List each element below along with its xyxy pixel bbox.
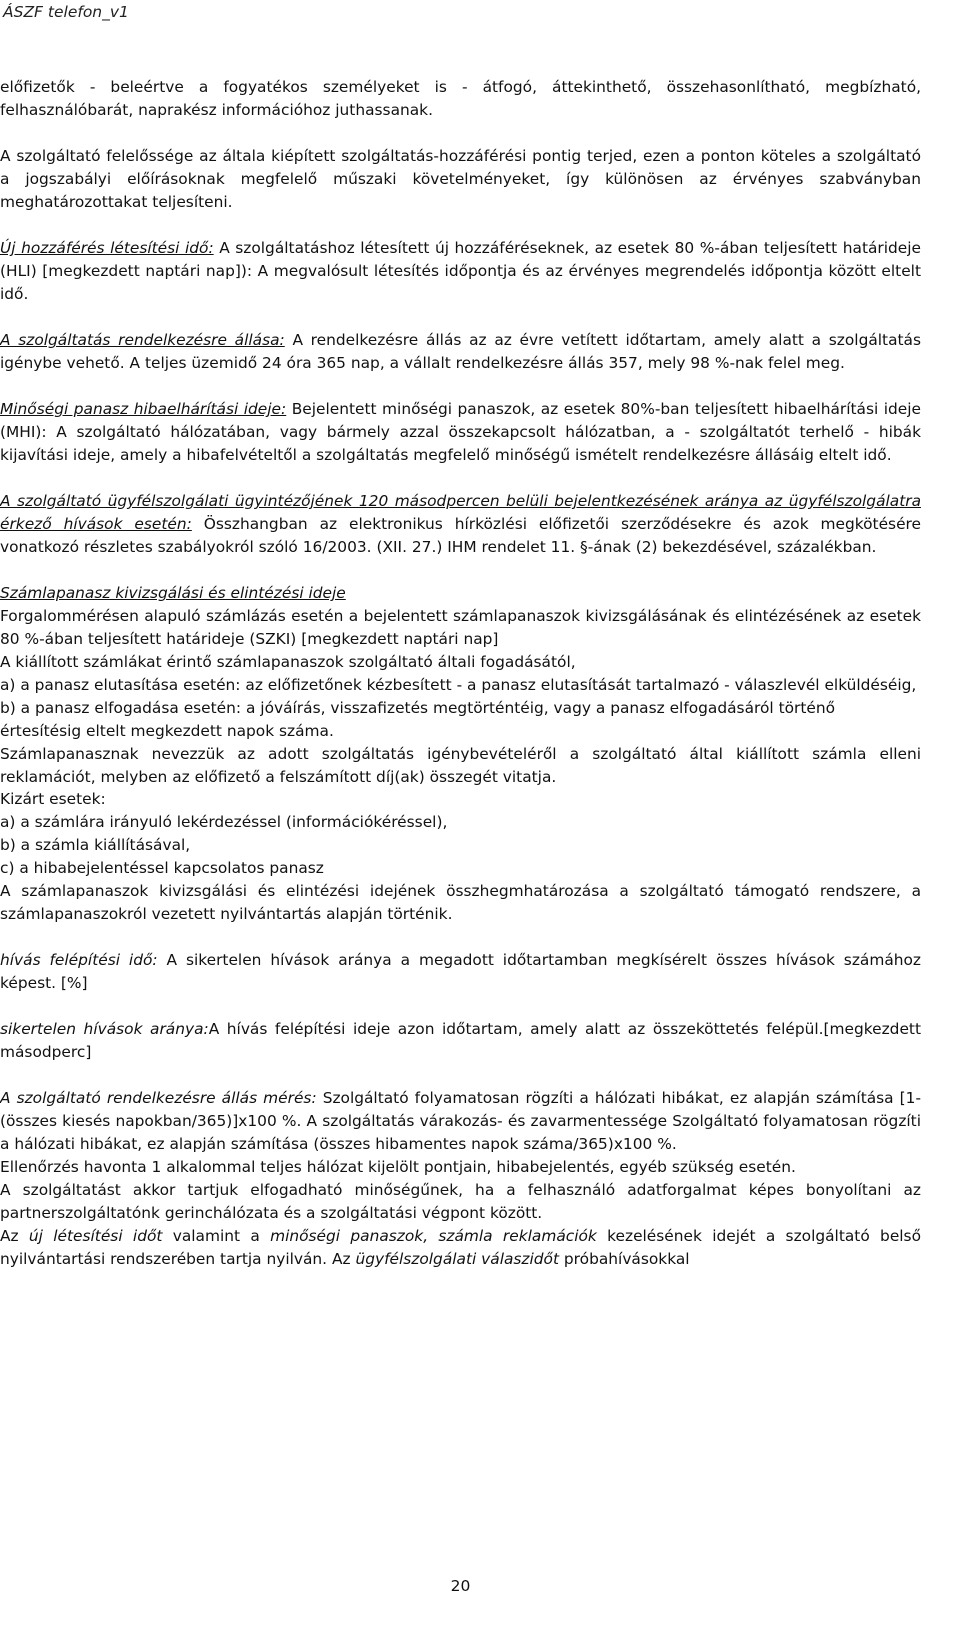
term-label: A szolgáltatás rendelkezésre állása: xyxy=(0,331,285,350)
section-heading: Számlapanasz kivizsgálási és elintézési ideje xyxy=(0,584,346,603)
text-fragment: Az xyxy=(0,1226,29,1245)
text-line: A kiállított számlákat érintő számlapanaszok szolgáltató általi fogadásától, xyxy=(0,653,576,671)
term-text: A rendelkezésre állás az az évre vetített időtartam, amely alatt a szolgáltatás igénybe vehető. A teljes üzemidő 24 óra 365 nap, a vállalt rendelkezésre állás 357, mely 98 %-nak felel meg. xyxy=(0,331,922,373)
text-line: c) a hibabejelentéssel kapcsolatos panasz xyxy=(0,859,324,878)
text-fragment: valamint a xyxy=(162,1226,271,1245)
paragraph-fault-repair xyxy=(0,398,921,467)
text-fragment: próbahívásokkal xyxy=(559,1249,690,1268)
availability-measure-text xyxy=(0,1089,921,1153)
paragraph-call-setup xyxy=(0,949,921,995)
paragraph-billing-complaint xyxy=(0,582,921,926)
italic-term: ügyfélszolgálati válaszidőt xyxy=(355,1249,560,1268)
term-text: A sikertelen hívások aránya a megadott időtartamban megkísérelt összes hívások számához képest. [%] xyxy=(0,951,922,993)
text-line: a) a számlára irányuló lekérdezéssel (információkéréssel), xyxy=(0,813,448,832)
term-text: Bejelentett minőségi panaszok, az esetek 80%-ban teljesített hibaelhárítási ideje (MHI): A szolgáltató hálózatában, vagy bármely azzal összekapcsolt hálózatban, a - szolgáltatót terhelő - hibák kijavítási ideje, amely a hibafelvételtől a szolgáltatás megfelelő minőségű ismételt rendelkezésre állásáig eltelt idő. xyxy=(0,400,922,465)
italic-term: új létesítési időt xyxy=(28,1226,163,1245)
text-line: Kizárt esetek: xyxy=(0,790,106,809)
paragraph-new-access xyxy=(0,237,921,306)
text-fragment: kezelésének idejét a szolgáltató belső nyilvántartási rendszerében tartja nyilván. Az xyxy=(0,1226,921,1268)
term-label: hívás felépítési idő: xyxy=(0,951,158,970)
italic-term: minőségi panaszok, számla reklamációk xyxy=(270,1226,597,1245)
term-text: A szolgáltatáshoz létesített új hozzáféréseknek, az esetek 80 %-ában teljesített határideje (HLI) [megkezdett naptári nap]): A megvalósult létesítés időpontja és az érvényes megrendelés időpontja között eltelt idő. xyxy=(0,239,921,303)
term-text: A hívás felépítési ideje azon időtartam, amely alatt az összeköttetés felépül.[megkezdett másodperc] xyxy=(0,1020,921,1062)
text-line: Forgalommérésen alapuló számlázás esetén a bejelentett számlapanaszok kivizsgálásának és elintézésének az esetek 80 %-ában teljesített határideje (SZKI) [megkezdett naptári nap] xyxy=(0,607,921,649)
paragraph-responsibility: A szolgáltató felelőssége az általa kiépített szolgáltatás-hozzáférési pontig terjed, ezen a ponton köteles a szolgáltató a jogszabályi előírásoknak megfelelő műszaki követelményeket, így különösen az érvényes szabványban meghatározottakat teljesíteni. xyxy=(0,147,921,211)
term-label: Új hozzáférés létesítési idő: xyxy=(0,239,214,258)
text-line: b) a számla kiállításával, xyxy=(0,836,191,855)
term-label: A szolgáltató rendelkezésre állás mérés: xyxy=(0,1089,317,1108)
document-body xyxy=(0,76,921,1271)
term-text: Összhangban az elektronikus hírközlési előfizetői szerződésekre és azok megkötésére vonatkozó részletes szabályokról szóló 16/2003. (XII. 27.) IHM rendelet 11. §-ának (2) bekezdésével, százalékban. xyxy=(0,515,921,557)
paragraph-customer-service xyxy=(0,490,921,559)
paragraph-availability xyxy=(0,329,921,375)
paragraph-intro: előfizetők - beleértve a fogyatékos személyeket is - átfogó, áttekinthető, összehasonlítható, megbízható, felhasználóbarát, naprakész információhoz juthassanak. xyxy=(0,78,921,119)
text-line: A számlapanaszok kivizsgálási és elintézési idejének összhegmhatározása a szolgáltató támogató rendszere, a számlapanaszokról vezetett nyilvántartás alapján történik. xyxy=(0,882,921,923)
term-text: Szolgáltató folyamatosan rögzíti a hálózati hibákat, ez alapján számítása [1-(összes kiesés napokban/365)]x100 %. A szolgáltatás várakozás- és zavarmentessége Szolgáltató folyamatosan rögzíti a hálózati hibákat, ez alapján számítása (összes hibamentes napok száma/365)x100 %. xyxy=(0,1089,922,1154)
text-line: b) a panasz elfogadása esetén: a jóváírás, visszafizetés megtörténtéig, vagy a panasz elfogadásáról történő értesítésig eltelt megkezdett napok száma. xyxy=(0,698,836,740)
text-line: Számlapanasznak nevezzük az adott szolgáltatás igénybevételéről a szolgáltató által kiállított számla elleni reklamációt, melyben az előfizető a felszámított díj(ak) összegét vitatja. xyxy=(0,744,921,786)
paragraph-availability-measurement xyxy=(0,1087,921,1270)
term-label: Minőségi panasz hibaelhárítási ideje: xyxy=(0,400,287,419)
text-line: A szolgáltatást akkor tartjuk elfogadható minőségűnek, ha a felhasználó adatforgalmat képes bonyolítani az partnerszolgáltatónk gerinchálózata és a szolgáltatási végpont között. xyxy=(0,1181,921,1222)
text-line: Ellenőrzés havonta 1 alkalommal teljes hálózat kijelölt pontjain, hibabejelentés, egyéb szükség esetén. xyxy=(0,1158,796,1177)
text-line xyxy=(0,1225,921,1271)
document-header: ÁSZF telefon_v1 xyxy=(3,3,129,21)
term-label: sikertelen hívások aránya: xyxy=(0,1020,209,1039)
paragraph-failed-calls xyxy=(0,1018,921,1064)
term-label: A szolgáltató ügyfélszolgálati ügyintézőjének 120 másodpercen belüli bejelentkezésének aránya az ügyfélszolgálatra érkező hívások esetén: xyxy=(0,492,921,534)
text-line: a) a panasz elutasítása esetén: az előfizetőnek kézbesített - a panasz elutasítását tartalmazó - válaszlevél elküldéséig, xyxy=(0,675,917,694)
page-number: 20 xyxy=(450,1577,471,1595)
